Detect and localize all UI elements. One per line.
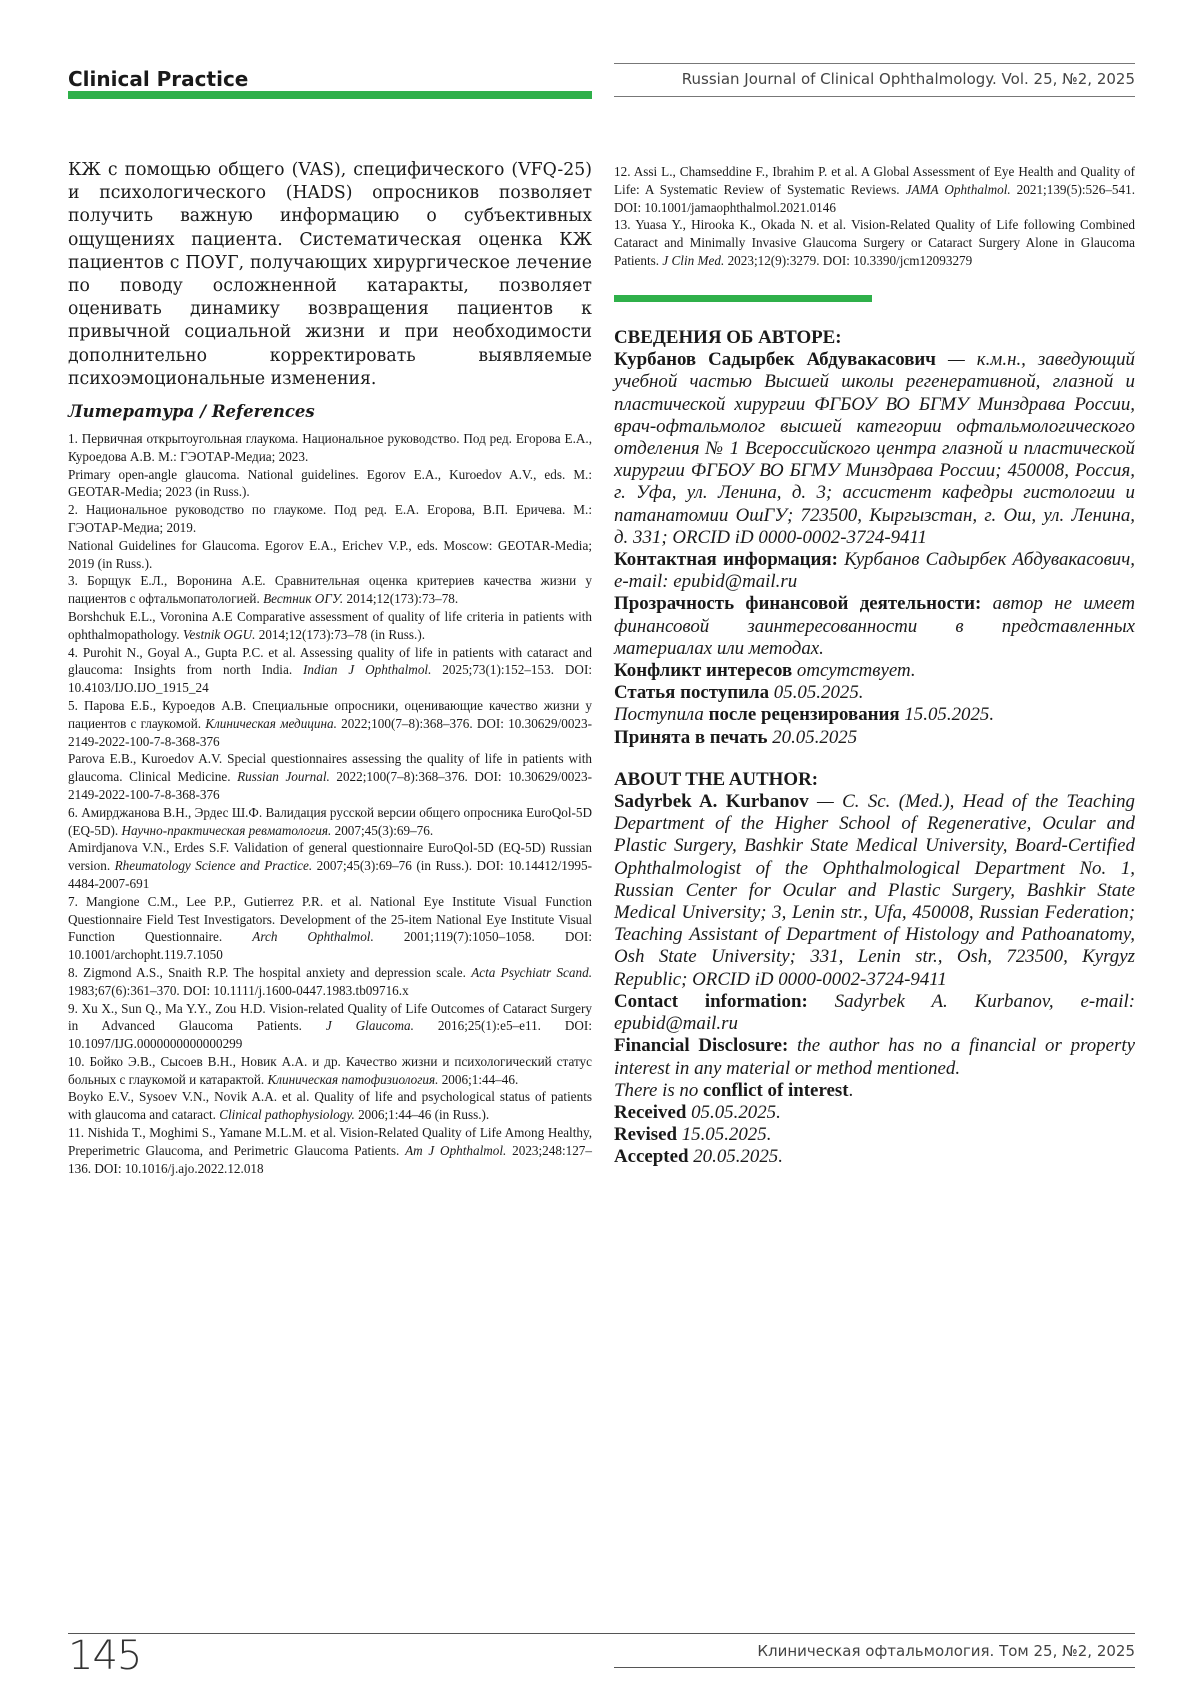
author-section-accent-bar (614, 295, 872, 302)
reference-item: 3. Борщук Е.Л., Воронина А.Е. Сравнительная оценка критериев качества жизни у пациентов с офтальмопатологией. Вестник ОГУ. 2014;12(173):73–78. (68, 573, 592, 607)
contact-info-en: Contact information: Sadyrbek A. Kurbanov, e-mail: epubid@mail.ru (614, 990, 1135, 1035)
reference-item: Amirdjanova V.N., Erdes S.F. Validation of general questionnaire EuroQol-5D (EQ-5D) Russian version. Rheumatology Science and Practice. 2007;45(3):69–76 (in Russ.). DOI: 10.14412/1995-4484-2007-691 (68, 840, 593, 891)
reference-item: 9. Xu X., Sun Q., Ma Y.Y., Zou H.D. Vision-related Quality of Life Outcomes of Cataract Surgery in Advanced Glaucoma Patients. J Glaucoma. 2016;25(1):e5–e11. DOI: 10.1097/IJG.0000000000000299 (68, 1000, 592, 1052)
financial-disclosure-ru: Прозрачность финансовой деятельности: автор не имеет финансовой заинтересованности в представленных материалах или методах. (614, 593, 1135, 659)
financial-disclosure-en: Financial Disclosure: the author has no a financial or property interest in any material or method mentioned. (614, 1035, 1135, 1079)
received-date-en: Received 05.05.2025. (614, 1101, 781, 1123)
footer-rule (68, 1633, 1135, 1634)
reference-item: 4. Purohit N., Goyal A., Gupta P.C. et al. Assessing quality of life in patients with cataract and glaucoma: Insights from north India. Indian J Ophthalmol. 2025;73(1):152–153. DOI: 10.4103/IJO.IJO_1915_24 (68, 644, 592, 696)
reference-item: 5. Парова Е.Б., Куроедов А.В. Специальные опросники, оценивающие качество жизни у пациентов с глаукомой. Клиническая медицина. 2022;100(7–8):368–376. DOI: 10.30629/0023-2149-2022-100-7-8-368-376 (68, 697, 592, 749)
body-text-block (68, 159, 592, 391)
reference-item: 6. Амирджанова В.Н., Эрдес Ш.Ф. Валидация русской версии общего опросника EuroQol-5D (EQ-5D). Научно-практическая ревматология. 2007;45(3):69–76. (68, 804, 592, 838)
reference-item: 11. Nishida T., Moghimi S., Yamane M.L.M. et al. Vision-Related Quality of Life Among Healthy, Preperimetric Glaucoma, and Perimetric Glaucoma Patients. Am J Ophthalmol. 2023;248:127–136. DOI: 10.1016/j.ajo.2022.12.018 (68, 1125, 592, 1176)
conflict-of-interest-en: There is no conflict of interest. (614, 1079, 854, 1101)
reference-item: National Guidelines for Glaucoma. Egorov E.A., Erichev V.P., eds. Moscow: GEOTAR-Media; 2019 (in Russ.). (68, 537, 592, 571)
reference-item: 1. Первичная открытоугольная глаукома. Национальное руководство. Под ред. Егорова Е.А., Куроедова А.В. М.: ГЭОТАР-Медиа; 2023. (68, 431, 592, 464)
received-date-ru: Статья поступила 05.05.2025. (614, 682, 864, 704)
reference-item: 10. Бойко Э.В., Сысоев В.Н., Новик А.А. и др. Качество жизни и психологический статус больных с глаукомой и катарактой. Клиническая патофизиология. 2006;1:44–46. (68, 1053, 592, 1087)
revised-date-en: Revised 15.05.2025. (614, 1124, 772, 1146)
page-number: 145 (68, 1633, 142, 1679)
reference-item: Borshchuk E.L., Voronina A.E Comparative assessment of quality of life criteria in patients with ophthalmopathology. Vestnik OGU. 2014;12(173):73–78 (in Russ.). (68, 608, 592, 642)
reference-item: Boyko E.V., Sysoev V.N., Novik A.A. et al. Quality of life and psychological status of patients with glaucoma and cataract. Clinical pathophysiology. 2006;1:44–46 (in Russ.). (68, 1089, 592, 1123)
header-rule (614, 63, 1135, 64)
references-title: Литература / References (68, 402, 315, 421)
author-heading-en: ABOUT THE AUTHOR: (614, 768, 818, 790)
accepted-date-en: Accepted 20.05.2025. (614, 1146, 783, 1168)
reference-item: Parova E.B., Kuroedov A.V. Special questionnaires assessing the quality of life in patients with glaucoma. Clinical Medicine. Russian Journal. 2022;100(7–8):368–376. DOI: 10.30629/0023-2149-2022-100-7-8-368-376 (68, 751, 592, 802)
references-list-continued (614, 163, 1135, 270)
accepted-date-ru: Принята в печать 20.05.2025 (614, 726, 858, 748)
reference-item: 12. Assi L., Chamseddine F., Ibrahim P. et al. A Global Assessment of Eye Health and Quality of Life: A Systematic Review of Systematic Reviews. JAMA Ophthalmol. 2021;139(5):526–541. DOI: 10.1001/jamaophthalmol.2021.0146 (614, 164, 1135, 215)
section-label: Clinical Practice (68, 67, 249, 91)
footer-rule-bottom (614, 1667, 1135, 1668)
reference-item: 7. Mangione C.M., Lee P.P., Gutierrez P.R. et al. National Eye Institute Visual Function Questionnaire Field Test Investigators. Development of the 25-item National Eye Institute Visual Function Questionnaire. Arch Ophthalmol. 2001;119(7):1050–1058. DOI: 10.1001/archopht.119.7.1050 (68, 893, 592, 963)
header-accent-bar (68, 91, 592, 99)
author-heading-ru: СВЕДЕНИЯ ОБ АВТОРЕ: (614, 327, 842, 348)
author-info (614, 327, 1135, 1169)
reference-item: 13. Yuasa Y., Hirooka K., Okada N. et al. Vision-Related Quality of Life following Combined Cataract and Minimally Invasive Glaucoma Surgery or Cataract Surgery Alone in Glaucoma Patients. J Clin Med. 2023;12(9):3279. DOI: 10.3390/jcm12093279 (614, 217, 1135, 268)
references-list (68, 430, 592, 1177)
header-rule-bottom (614, 96, 1135, 97)
contact-info-ru: Контактная информация: Курбанов Садырбек Абдувакасович, e-mail: epubid@mail.ru (614, 549, 1135, 593)
reference-item: 2. Национальное руководство по глаукоме. Под ред. Е.А. Егорова, В.П. Еричева. М.: ГЭОТАР-Медиа; 2019. (68, 502, 592, 535)
author-bio-en: Sadyrbek A. Kurbanov — C. Sc. (Med.), Head of the Teaching Department of the Higher School of Regenerative, Ocular and Plastic Surgery, Bashkir State Medical University, Board-Certified Ophthalmologist of the Ophthalmological Department No. 1, Russian Center for Ocular and Plastic Surgery, Bashkir State Medical University; 3, Lenin str., Ufa, 450008, Russian Federation; Teaching Assistant of Department of Histology and Pathoanatomy, Osh State University; 331, Lenin str., Osh, 723500, Kyrgyz Republic; ORCID iD 0000-0002-3724-9411 (614, 791, 1135, 990)
reference-item: 8. Zigmond A.S., Snaith R.P. The hospital anxiety and depression scale. Acta Psychiatr Scand. 1983;67(6):361–370. DOI: 10.1111/j.1600-0447.1983.tb09716.x (68, 964, 592, 998)
author-bio-ru: Курбанов Садырбек Абдувакасович — к.м.н., заведующий учебной частью Высшей школы регенеративной, глазной и пластической хирургии ФГБОУ ВО БГМУ Минздрава России, врач-офтальмолог высшей категории офтальмологического отделения № 1 Всероссийского центра глазной и пластической хирургии ФГБОУ ВО БГМУ Минздрава России; 450008, Россия, г. Уфа, ул. Ленина, д. 3; ассистент кафедры гистологии и патанатомии ОшГУ; 723500, Кыргызстан, г. Ош, ул. Ленина, д. 331; ORCID iD 0000-0002-3724-9411 (614, 349, 1135, 548)
journal-title: Russian Journal of Clinical Ophthalmology. Vol. 25, №2, 2025 (681, 70, 1135, 88)
revised-date-ru: Поступила после рецензирования 15.05.2025. (614, 704, 995, 726)
footer-journal-title: Клиническая офтальмология. Том 25, №2, 2025 (757, 1642, 1135, 1660)
reference-item: Primary open-angle glaucoma. National guidelines. Egorov E.A., Kuroedov A.V., eds. M.: GEOTAR-Media; 2023 (in Russ.). (68, 466, 592, 500)
body-paragraph: КЖ с помощью общего (VAS), специфического (VFQ-25) и психологического (HADS) опросников позволяет получить важную информацию о субъективных ощущениях пациента. Систематическая оценка КЖ пациентов с ПОУГ, получающих хирургическое лечение по поводу осложненной катаракты, позволяет оценивать динамику возвращения пациентов к привычной социальной жизни и при необходимости дополнительно корректировать выявляемые психоэмоциональные изменения. (68, 160, 592, 389)
conflict-of-interest-ru: Конфликт интересов отсутствует. (614, 660, 916, 682)
